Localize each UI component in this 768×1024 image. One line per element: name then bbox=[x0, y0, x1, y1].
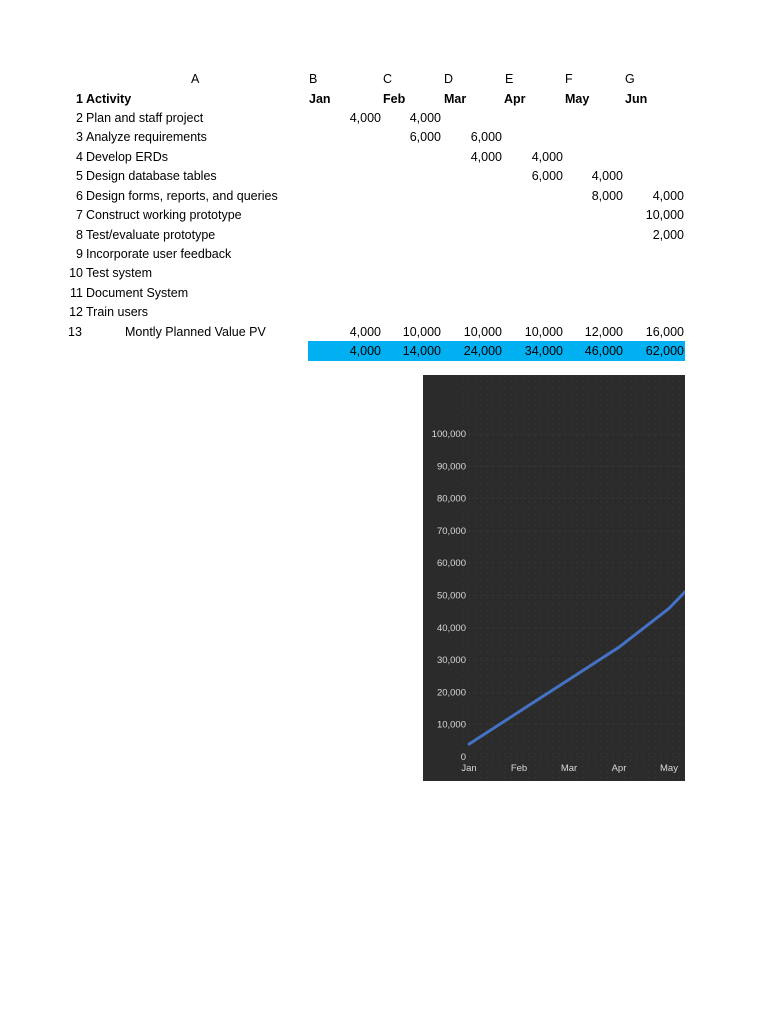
series-line bbox=[469, 557, 685, 744]
cumulative-pv-cell[interactable]: 62,000 bbox=[645, 344, 684, 358]
cumulative-pv-chart[interactable] bbox=[423, 375, 685, 781]
value-cell[interactable]: 6,000 bbox=[470, 130, 502, 144]
cumulative-pv-cell[interactable]: 14,000 bbox=[402, 344, 441, 358]
cumulative-pv-cell[interactable]: 34,000 bbox=[524, 344, 563, 358]
column-header-b[interactable]: B bbox=[309, 72, 318, 86]
row-number: 1 bbox=[76, 92, 83, 106]
row-number: 13 bbox=[68, 325, 82, 339]
y-tick-label: 10,000 bbox=[436, 719, 466, 731]
header-month-mar[interactable]: Mar bbox=[444, 92, 467, 106]
activity-label[interactable]: Design forms, reports, and queries bbox=[86, 189, 278, 203]
activity-label[interactable]: Design database tables bbox=[86, 169, 217, 183]
header-month-feb[interactable]: Feb bbox=[383, 92, 406, 106]
header-month-jan[interactable]: Jan bbox=[309, 92, 331, 106]
monthly-pv-cell[interactable]: 12,000 bbox=[584, 325, 623, 339]
value-cell[interactable]: 4,000 bbox=[531, 150, 563, 164]
header-month-may[interactable]: May bbox=[565, 92, 590, 106]
y-tick-label: 70,000 bbox=[436, 525, 466, 537]
activity-label[interactable]: Document System bbox=[86, 286, 189, 300]
y-tick-label: 60,000 bbox=[436, 558, 466, 570]
row-number: 7 bbox=[76, 208, 83, 222]
chart-svg bbox=[423, 375, 685, 781]
x-tick-label: Mar bbox=[560, 763, 578, 774]
row-number: 5 bbox=[76, 169, 83, 183]
monthly-pv-label[interactable]: Montly Planned Value PV bbox=[125, 325, 266, 339]
row-number: 2 bbox=[76, 111, 83, 125]
x-tick-label: Apr bbox=[611, 763, 627, 774]
row-number: 6 bbox=[76, 189, 83, 203]
monthly-pv-cell[interactable]: 10,000 bbox=[402, 325, 441, 339]
header-month-jun[interactable]: Jun bbox=[625, 92, 648, 106]
activity-label[interactable]: Test system bbox=[86, 266, 152, 280]
monthly-pv-cell[interactable]: 10,000 bbox=[524, 325, 563, 339]
y-tick-label: 80,000 bbox=[436, 493, 466, 505]
monthly-pv-cell[interactable]: 10,000 bbox=[463, 325, 502, 339]
cumulative-pv-cell[interactable]: 24,000 bbox=[463, 344, 502, 358]
column-header-c[interactable]: C bbox=[383, 72, 393, 86]
x-tick-label: Jan bbox=[461, 763, 477, 774]
cumulative-pv-cell[interactable]: 46,000 bbox=[584, 344, 623, 358]
activity-label[interactable]: Analyze requirements bbox=[86, 130, 207, 144]
row-number: 9 bbox=[76, 247, 83, 261]
row-number: 11 bbox=[70, 286, 83, 300]
row-number: 8 bbox=[76, 228, 83, 242]
x-tick-label: May bbox=[660, 763, 678, 774]
activity-label[interactable]: Train users bbox=[86, 305, 149, 319]
activity-label[interactable]: Incorporate user feedback bbox=[86, 247, 232, 261]
activity-label[interactable]: Develop ERDs bbox=[86, 150, 168, 164]
y-tick-label: 20,000 bbox=[436, 687, 466, 699]
y-tick-label: 30,000 bbox=[436, 655, 466, 667]
y-tick-label: 0 bbox=[460, 752, 466, 763]
y-tick-label: 50,000 bbox=[436, 590, 466, 602]
value-cell[interactable]: 4,000 bbox=[591, 169, 623, 183]
value-cell[interactable]: 6,000 bbox=[531, 169, 563, 183]
y-tick-label: 90,000 bbox=[436, 461, 466, 473]
value-cell[interactable]: 10,000 bbox=[645, 208, 684, 222]
column-header-d[interactable]: D bbox=[444, 72, 454, 86]
monthly-pv-cell[interactable]: 4,000 bbox=[349, 325, 381, 339]
column-header-a[interactable]: A bbox=[191, 72, 200, 86]
value-cell[interactable]: 4,000 bbox=[409, 111, 441, 125]
row-number: 10 bbox=[69, 266, 83, 280]
activity-label[interactable]: Test/evaluate prototype bbox=[86, 228, 216, 242]
row-number: 12 bbox=[69, 305, 83, 319]
row-number: 3 bbox=[76, 130, 83, 144]
header-activity[interactable]: Activity bbox=[86, 92, 132, 106]
activity-label[interactable]: Plan and staff project bbox=[86, 111, 204, 125]
value-cell[interactable]: 4,000 bbox=[470, 150, 502, 164]
row-number: 4 bbox=[76, 150, 83, 164]
value-cell[interactable]: 4,000 bbox=[652, 189, 684, 203]
x-tick-label: Feb bbox=[510, 763, 528, 774]
cumulative-pv-cell[interactable]: 4,000 bbox=[349, 344, 381, 358]
column-header-f[interactable]: F bbox=[565, 72, 573, 86]
y-tick-label: 100,000 bbox=[431, 429, 466, 440]
column-header-g[interactable]: G bbox=[625, 72, 635, 86]
value-cell[interactable]: 4,000 bbox=[349, 111, 381, 125]
column-header-e[interactable]: E bbox=[505, 72, 514, 86]
monthly-pv-cell[interactable]: 16,000 bbox=[645, 325, 684, 339]
value-cell[interactable]: 8,000 bbox=[591, 189, 623, 203]
value-cell[interactable]: 2,000 bbox=[652, 228, 684, 242]
header-month-apr[interactable]: Apr bbox=[504, 92, 526, 106]
value-cell[interactable]: 6,000 bbox=[409, 130, 441, 144]
activity-label[interactable]: Construct working prototype bbox=[86, 208, 242, 222]
y-tick-label: 40,000 bbox=[436, 622, 466, 634]
